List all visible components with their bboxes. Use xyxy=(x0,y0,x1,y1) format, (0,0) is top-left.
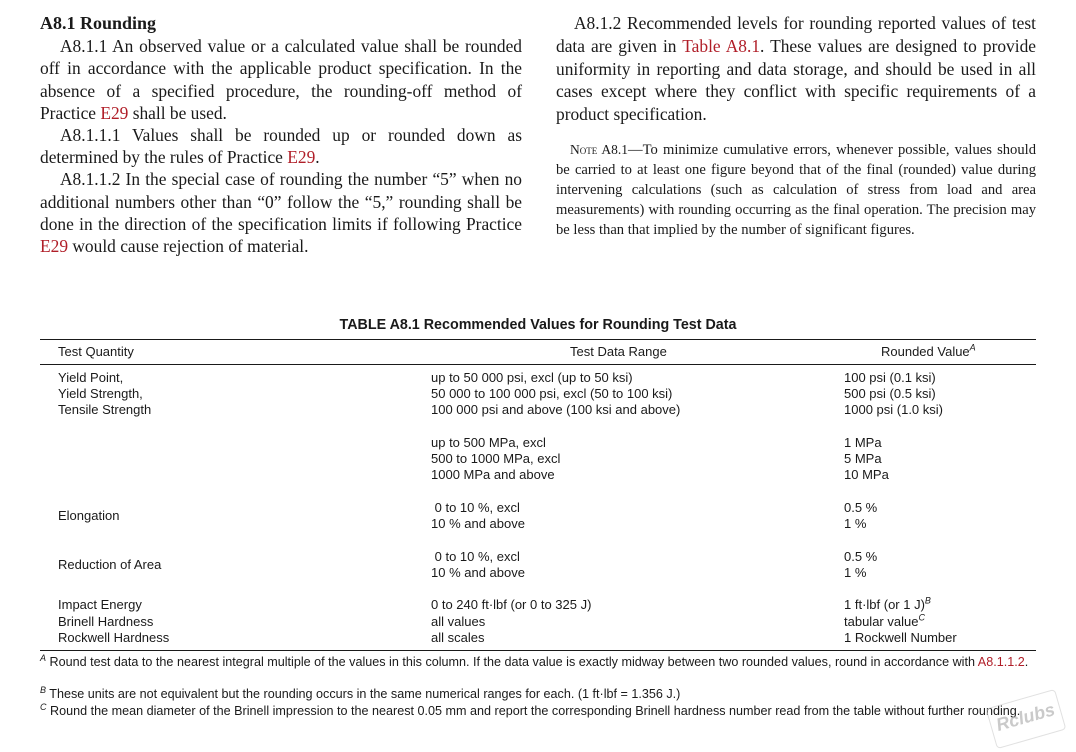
note-text: —To minimize cumulative errors, whenever possible, values should be carried to at least one figure beyond that of the final (rounded) value during intervening calculations (such as calculation of stress from load and area measurements) with rounding occurring as the final operation. The precision may be less than that implied by the number of significant figures. xyxy=(556,141,1036,238)
rounded-value-text: 0.5 % xyxy=(844,549,878,564)
note-label: Note A8.1 xyxy=(570,141,629,157)
cell-test-quantity: Reduction of Area xyxy=(58,557,162,572)
paragraph-text: A8.1.2 Recommended levels for rounding reported values of test data are given in xyxy=(556,13,1036,56)
link-a8-1-1-2[interactable]: A8.1.1.2 xyxy=(977,655,1025,669)
cell-rounded-value xyxy=(844,451,882,467)
paragraph-text: . xyxy=(315,147,320,168)
table-bottom-rule xyxy=(40,650,1036,651)
footnote-c xyxy=(40,703,1036,720)
cell-test-quantity: Brinell Hardness xyxy=(58,614,154,629)
cell-test-data-range: 0 to 10 %, excl xyxy=(431,500,520,515)
cell-test-data-range: up to 500 MPa, excl xyxy=(431,435,546,450)
rounded-value-text: 10 MPa xyxy=(844,467,889,482)
rounded-value-text: 1 MPa xyxy=(844,435,882,450)
cell-test-quantity: Elongation xyxy=(58,508,120,523)
rounded-value-text: 1 ft·lbf (or 1 J) xyxy=(844,597,925,612)
cell-test-data-range: 10 % and above xyxy=(431,565,525,580)
rounded-value-text: 500 psi (0.5 ksi) xyxy=(844,386,936,401)
link-e29[interactable]: E29 xyxy=(40,236,69,257)
footnote-b xyxy=(40,686,1040,703)
cell-rounded-value xyxy=(844,549,877,565)
footnote-text: These units are not equivalent but the rounding occurs in the same numerical ranges for each. (1 ft·lbf = 1.356 J.) xyxy=(46,687,681,701)
footnote-ref-a: A xyxy=(969,342,976,353)
cell-test-quantity: Tensile Strength xyxy=(58,402,152,417)
paragraph-text: shall be used. xyxy=(128,102,227,123)
cell-test-quantity: Yield Point, xyxy=(58,370,124,385)
table-title: TABLE A8.1 Recommended Values for Rounding Test Data xyxy=(339,317,737,333)
paragraph-a8-1-1-2 xyxy=(40,168,522,257)
paragraph-a8-1-1 xyxy=(40,35,522,124)
footnote-a xyxy=(40,654,1036,671)
cell-rounded-value xyxy=(844,614,925,630)
note-a8-1 xyxy=(556,140,1036,240)
link-e29[interactable]: E29 xyxy=(100,102,129,123)
footnote-marker: C xyxy=(40,701,47,712)
rounded-value-text: 1 Rockwell Number xyxy=(844,630,957,645)
rounded-value-text: 1 % xyxy=(844,565,867,580)
cell-rounded-value xyxy=(844,630,957,646)
cell-rounded-value xyxy=(844,516,866,532)
table-header-rule xyxy=(40,364,1036,365)
header-test-quantity: Test Quantity xyxy=(58,344,134,359)
paragraph-text: would cause rejection of material. xyxy=(68,236,309,257)
paragraph-text: A8.1.1 An observed value or a calculated value shall be rounded off in accordance with the applicable product specification. In the absence of a specified procedure, the rounding-off method of Practice xyxy=(40,36,522,123)
header-test-data-range: Test Data Range xyxy=(570,344,667,359)
cell-test-data-range: 100 000 psi and above (100 ksi and above) xyxy=(431,402,681,417)
cell-rounded-value xyxy=(844,370,936,386)
footnote-ref: B xyxy=(924,595,931,606)
cell-test-data-range: all scales xyxy=(431,630,485,645)
rounded-value-text: 0.5 % xyxy=(844,500,878,515)
paragraph-text: . These values are designed to provide uniformity in reporting and data storage, and should be used in all cases except where they conflict with specific requirements of a product specification. xyxy=(556,35,1036,125)
footnote-text: Round test data to the nearest integral multiple of the values in this column. If the data value is exactly midway between two rounded values, round in accordance with xyxy=(46,655,978,669)
rounded-value-text: 1000 psi (1.0 ksi) xyxy=(844,402,943,417)
cell-test-quantity: Rockwell Hardness xyxy=(58,630,170,645)
cell-rounded-value xyxy=(844,467,889,483)
section-heading: A8.1 Rounding xyxy=(40,13,157,33)
cell-rounded-value xyxy=(844,402,943,418)
cell-test-data-range: 0 to 240 ft·lbf (or 0 to 325 J) xyxy=(431,597,592,612)
footnote-ref: C xyxy=(918,612,925,623)
cell-rounded-value xyxy=(844,435,882,451)
cell-test-data-range: 50 000 to 100 000 psi, excl (50 to 100 ksi) xyxy=(431,386,673,401)
paragraph-a8-1-2 xyxy=(556,12,1036,126)
paragraph-text: A8.1.1.1 Values shall be rounded up or rounded down as determined by the rules of Practice xyxy=(40,125,522,168)
cell-test-quantity: Impact Energy xyxy=(58,597,142,612)
cell-test-data-range: up to 50 000 psi, excl (up to 50 ksi) xyxy=(431,370,633,385)
cell-test-data-range: 1000 MPa and above xyxy=(431,467,555,482)
cell-test-data-range: 0 to 10 %, excl xyxy=(431,549,520,564)
left-column xyxy=(40,12,522,257)
cell-rounded-value xyxy=(844,500,877,516)
cell-rounded-value xyxy=(844,565,866,581)
rounded-value-text: 5 MPa xyxy=(844,451,882,466)
cell-rounded-value xyxy=(844,386,936,402)
rounded-value-text: tabular value xyxy=(844,614,919,629)
cell-test-data-range: 500 to 1000 MPa, excl xyxy=(431,451,561,466)
header-rounded-value xyxy=(881,344,976,359)
rounded-value-text: 100 psi (0.1 ksi) xyxy=(844,370,936,385)
header-rounded-label: Rounded Value xyxy=(881,344,970,359)
paragraph-a8-1-1-1 xyxy=(40,124,522,168)
watermark-logo: Rclubs xyxy=(986,689,1067,749)
cell-test-quantity: Yield Strength, xyxy=(58,386,143,401)
footnote-marker: B xyxy=(40,684,47,695)
link-e29[interactable]: E29 xyxy=(287,147,316,168)
rounded-value-text: 1 % xyxy=(844,516,867,531)
footnote-marker: A xyxy=(40,652,47,663)
paragraph-text: A8.1.1.2 In the special case of rounding the number “5” when no additional numbers other than “0” follow the “5,” rounding shall be done in the direction of the specification limits if following Practice xyxy=(40,169,522,234)
footnote-text: . xyxy=(1024,655,1029,669)
cell-rounded-value xyxy=(844,597,931,613)
table-top-rule xyxy=(40,339,1036,340)
link-table-a8-1[interactable]: Table A8.1 xyxy=(682,35,761,56)
cell-test-data-range: 10 % and above xyxy=(431,516,525,531)
footnote-text: Round the mean diameter of the Brinell impression to the nearest 0.05 mm and report the corresponding Brinell hardness number read from the table without further rounding. xyxy=(46,704,1021,718)
cell-test-data-range: all values xyxy=(431,614,486,629)
right-column xyxy=(556,12,1036,240)
